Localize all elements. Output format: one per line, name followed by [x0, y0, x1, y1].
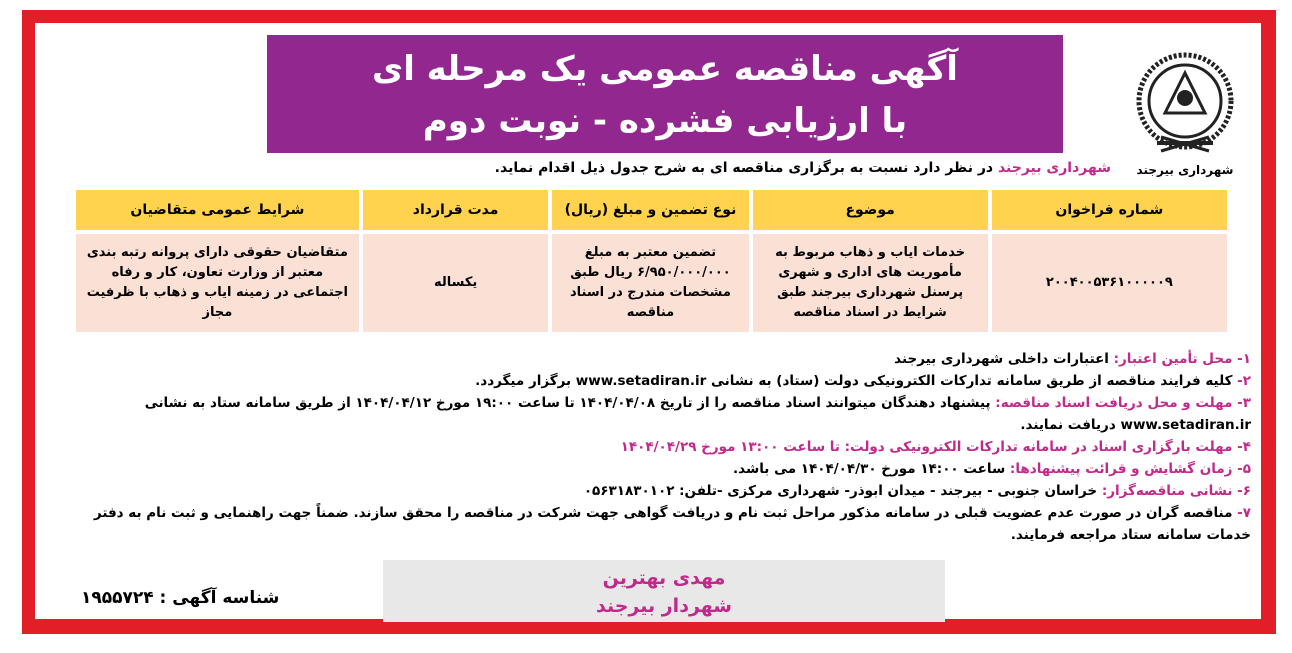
item-text: ساعت ۱۴:۰۰ مورخ ۱۴۰۴/۰۴/۳۰ می باشد.: [733, 461, 1006, 477]
emblem-icon: [1135, 43, 1235, 161]
item-text: تا ساعت ۱۳:۰۰ مورخ ۱۴۰۴/۰۴/۲۹: [620, 439, 840, 455]
intro-text: [495, 160, 1111, 176]
signature-box: [383, 560, 945, 622]
item-label: ۴- مهلت بارگزاری اسناد در سامانه تدارکات الکترونیکی دولت:: [839, 439, 1251, 455]
list-item: [51, 348, 1251, 370]
item-label: ۷-: [1232, 505, 1251, 521]
cell-subject: خدمات ایاب و ذهاب مربوط به مأموریت های اداری و شهری پرسنل شهرداری بیرجند طبق شرایط در اسناد مناقصه: [753, 234, 988, 332]
title-banner: [267, 35, 1063, 153]
header-contract-duration: مدت قرارداد: [363, 190, 549, 230]
header-subject: موضوع: [753, 190, 988, 230]
table-row: [76, 234, 1227, 332]
intro-body: در نظر دارد نسبت به برگزاری مناقصه ای به شرح جدول ذیل اقدام نماید.: [494, 160, 998, 176]
cell-contract-duration: یکساله: [363, 234, 549, 332]
municipality-logo: [1131, 43, 1239, 193]
item-label: ۶- نشانی مناقصه‌گزار:: [1097, 483, 1251, 499]
conditions-list: [51, 348, 1251, 546]
header-call-number: شماره فراخوان: [992, 190, 1227, 230]
tender-table: [72, 186, 1231, 336]
item-text: مناقصه گران در صورت عدم عضویت قبلی در سامانه مذکور مراحل ثبت نام و دریافت گواهی جهت شرکت در مناقصه را محقق سازند. ضمناً جهت راهنمایی و ثبت نام به دفتر خدمات سامانه ستاد مراجعه فرمایند.: [93, 505, 1251, 543]
cell-call-number: ۲۰۰۴۰۰۵۳۶۱۰۰۰۰۰۹: [992, 234, 1227, 332]
item-label: ۲-: [1232, 373, 1251, 389]
item-text: اعتبارات داخلی شهرداری بیرجند: [894, 351, 1109, 367]
item-text: کلیه فرایند مناقصه از طریق سامانه تدارکات الکترونیکی دولت (ستاد) به نشانی www.setadiran.ir برگزار میگردد.: [475, 373, 1233, 389]
intro-org: شهرداری بیرجند: [997, 160, 1111, 176]
red-border-frame: [22, 10, 1276, 634]
item-label: ۳- مهلت و محل دریافت اسناد مناقصه:: [990, 395, 1251, 411]
signatory-name: مهدی بهترین: [602, 567, 726, 589]
cell-general-conditions: متقاضیان حقوقی دارای پروانه رتبه بندی معتبر از وزارت تعاون، کار و رفاه اجتماعی در زمینه ایاب و ذهاب با ظرفیت مجاز: [76, 234, 359, 332]
list-item: [51, 392, 1251, 436]
ad-id: شناسه آگهی : ۱۹۵۵۷۲۴: [81, 588, 280, 608]
item-label: ۱- محل تأمین اعتبار:: [1108, 351, 1251, 367]
title-line-1: آگهی مناقصه عمومی یک مرحله ای: [372, 49, 958, 89]
list-item: [51, 480, 1251, 502]
item-text: پیشنهاد دهندگان میتوانند اسناد مناقصه را از تاریخ ۱۴۰۴/۰۴/۰۸ تا ساعت ۱۹:۰۰ مورخ ۱۴۰۴/۰۴/۱۲ از طریق سامانه ستاد به نشانی www.setadiran.ir دریافت نمایند.: [144, 395, 1251, 433]
logo-caption: شهرداری بیرجند: [1136, 163, 1234, 177]
item-text: خراسان جنوبی - بیرجند - میدان ابوذر- شهرداری مرکزی -تلفن: ۰۵۶۳۱۸۳۰۱۰۲: [583, 483, 1098, 499]
signatory-title: شهردار بیرجند: [596, 595, 732, 617]
cell-guarantee: تضمین معتبر به مبلغ ۶/۹۵۰/۰۰۰/۰۰۰ ریال طبق مشخصات مندرج در اسناد مناقصه: [552, 234, 748, 332]
header-guarantee: نوع تضمین و مبلغ (ریال): [552, 190, 748, 230]
header-general-conditions: شرایط عمومی متقاضیان: [76, 190, 359, 230]
list-item: [51, 458, 1251, 480]
list-item: [51, 436, 1251, 458]
list-item: [51, 370, 1251, 392]
notice-body: [35, 23, 1261, 619]
item-label: ۵- زمان گشایش و قرائت پیشنهادها:: [1005, 461, 1251, 477]
list-item: [51, 502, 1251, 546]
title-line-2: با ارزیابی فشرده - نوبت دوم: [422, 101, 908, 141]
